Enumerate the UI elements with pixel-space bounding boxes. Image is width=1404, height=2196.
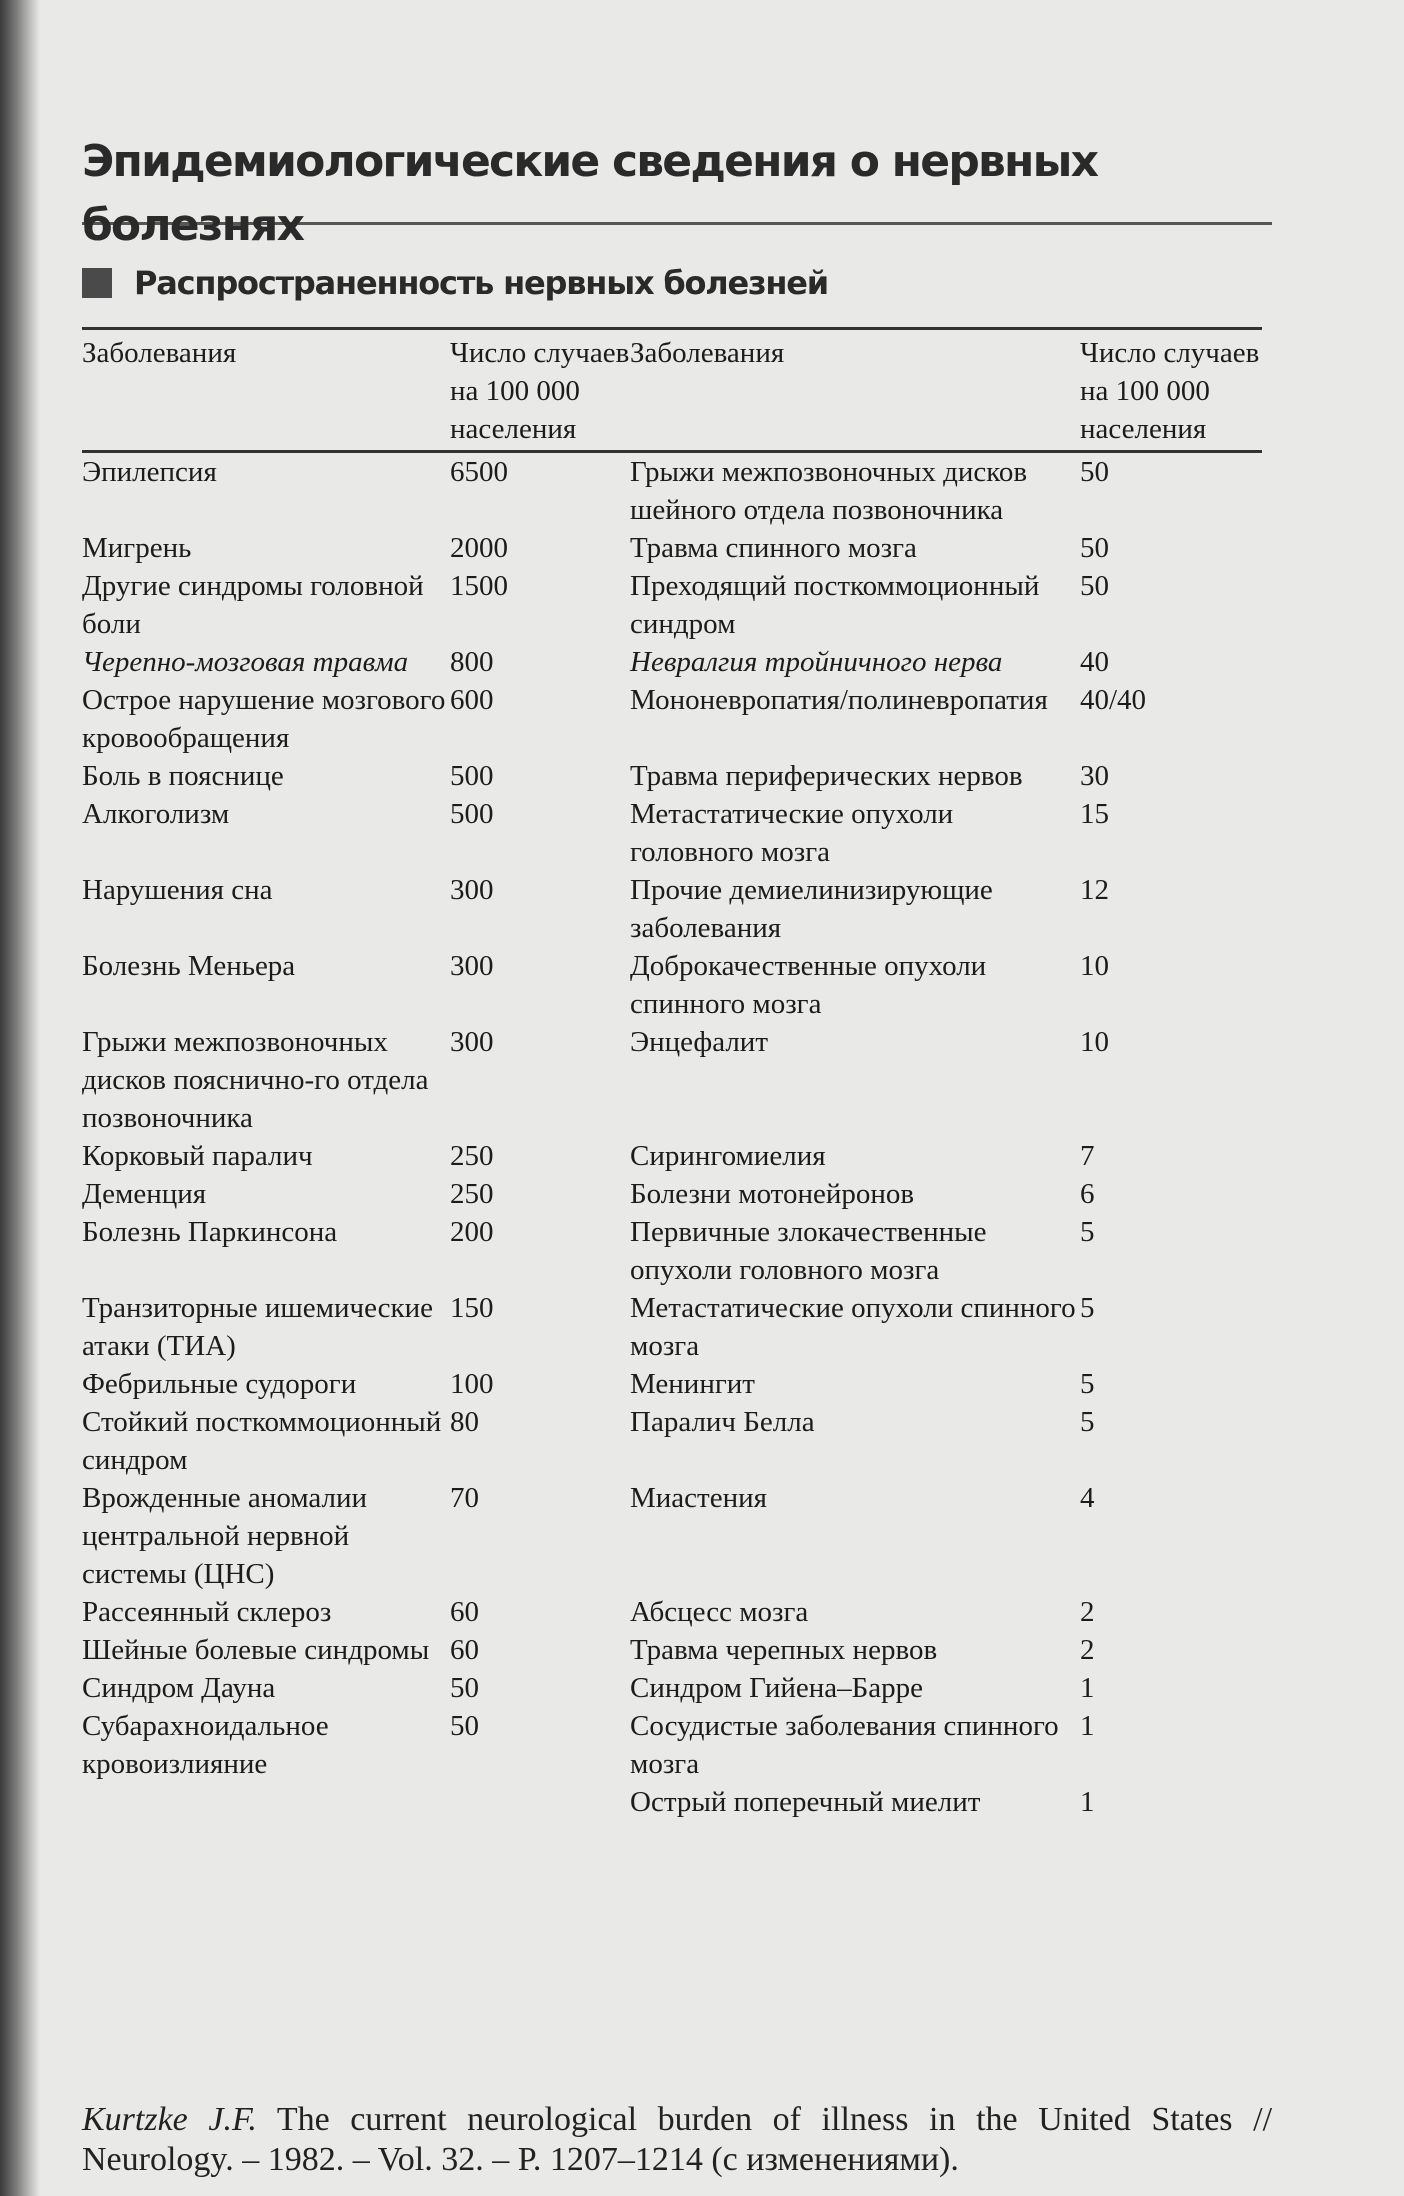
- section-title: Распространенность нервных болезней: [134, 264, 829, 302]
- cell-disease-right: Травма спинного мозга: [630, 532, 917, 564]
- cell-disease-left: Стойкий посткоммоционный синдром: [82, 1406, 442, 1476]
- cell-disease-right: Преходящий посткоммоционный синдром: [630, 570, 1040, 640]
- cell-cases-right: 4: [1080, 1482, 1095, 1514]
- table-row: [82, 1707, 1262, 1783]
- table-row: [82, 1289, 1262, 1365]
- table-row: [82, 1669, 1262, 1707]
- cell-cases-left: 150: [450, 1292, 494, 1324]
- table-row: [82, 1175, 1262, 1213]
- cell-disease-left: Эпилепсия: [82, 456, 217, 488]
- table-row: [82, 947, 1262, 1023]
- citation-author: Kurtzke J.F.: [82, 2101, 257, 2138]
- cell-disease-left: Врожденные аномалии центральной нервной системы (ЦНС): [82, 1482, 368, 1590]
- cell-cases-left: 50: [450, 1672, 479, 1704]
- cell-cases-left: 500: [450, 760, 494, 792]
- table-row: [82, 1631, 1262, 1669]
- cell-cases-left: [450, 1783, 630, 1821]
- cell-cases-right: 1: [1080, 1672, 1095, 1704]
- cell-disease-right: Абсцесс мозга: [630, 1596, 809, 1628]
- cell-disease-left: Боль в пояснице: [82, 760, 284, 792]
- cell-disease-right: Грыжи межпозвоночных дисков шейного отдела позвоночника: [630, 456, 1028, 526]
- cell-cases-left: 250: [450, 1178, 494, 1210]
- cell-disease-left: Синдром Дауна: [82, 1672, 276, 1704]
- cell-cases-left: 200: [450, 1216, 494, 1248]
- citation-text: The current neurological burden of illness in the United States // Neurology. – 1982. – Vol. 32. – P. 1207–1214 (с изменениями).: [82, 2101, 1273, 2178]
- table-row: [82, 1593, 1262, 1631]
- cell-disease-right: Острый поперечный миелит: [630, 1786, 981, 1818]
- cell-disease-left: Субарахноидальное кровоизлияние: [82, 1710, 329, 1780]
- cell-cases-left: 70: [450, 1482, 479, 1514]
- cell-cases-right: 6: [1080, 1178, 1095, 1210]
- cell-cases-right: 15: [1080, 798, 1109, 830]
- table-row: [82, 452, 1262, 530]
- cell-cases-right: 40/40: [1080, 684, 1147, 716]
- cell-disease-right: Синдром Гийена–Барре: [630, 1672, 924, 1704]
- header-disease-right: Заболевания: [630, 329, 1080, 452]
- cell-cases-left: 60: [450, 1634, 479, 1666]
- cell-disease-left: Деменция: [82, 1178, 207, 1210]
- table-row: [82, 529, 1262, 567]
- table-row: [82, 871, 1262, 947]
- cell-disease-left: Рассеянный склероз: [82, 1596, 332, 1628]
- cell-disease-right: Мононевропатия/полиневропатия: [630, 684, 1048, 716]
- cell-cases-left: 300: [450, 1026, 494, 1058]
- cell-cases-right: 1: [1080, 1786, 1095, 1818]
- table-row: [82, 681, 1262, 757]
- table-row: [82, 643, 1262, 681]
- table-row: [82, 757, 1262, 795]
- cell-cases-right: 5: [1080, 1216, 1095, 1248]
- cell-disease-left: [82, 1783, 450, 1821]
- cell-disease-right: Энцефалит: [630, 1026, 768, 1058]
- cell-disease-left: Болезнь Паркинсона: [82, 1216, 338, 1248]
- header-disease-left: Заболевания: [82, 329, 450, 452]
- cell-cases-left: 250: [450, 1140, 494, 1172]
- cell-cases-right: 40: [1080, 646, 1109, 678]
- cell-disease-right: Прочие демиелинизирующие заболевания: [630, 874, 993, 944]
- cell-disease-left: Шейные болевые синдромы: [82, 1634, 430, 1666]
- cell-disease-right: Сосудистые заболевания спинного мозга: [630, 1710, 1059, 1780]
- cell-cases-right: 5: [1080, 1406, 1095, 1438]
- cell-cases-left: 100: [450, 1368, 494, 1400]
- table-row: [82, 795, 1262, 871]
- cell-disease-right: Невралгия тройничного нерва: [630, 646, 1003, 678]
- cell-cases-left: 300: [450, 874, 494, 906]
- cell-disease-left: Мигрень: [82, 532, 192, 564]
- cell-disease-right: Метастатические опухоли головного мозга: [630, 798, 954, 868]
- cell-disease-right: Менингит: [630, 1368, 755, 1400]
- cell-cases-left: 300: [450, 950, 494, 982]
- cell-cases-left: 80: [450, 1406, 479, 1438]
- cell-disease-left: Болезнь Меньера: [82, 950, 296, 982]
- table-row: [82, 1023, 1262, 1137]
- cell-cases-left: 6500: [450, 456, 508, 488]
- citation: [82, 2100, 1272, 2180]
- header-cases-right: Число случаев на 100 000 населения: [1080, 329, 1262, 452]
- cell-cases-left: 1500: [450, 570, 508, 602]
- cell-disease-left: Транзиторные ишемические атаки (ТИА): [82, 1292, 434, 1362]
- cell-cases-right: 30: [1080, 760, 1109, 792]
- table-row: [82, 1137, 1262, 1175]
- cell-cases-right: 10: [1080, 950, 1109, 982]
- cell-cases-right: 5: [1080, 1368, 1095, 1400]
- cell-disease-left: Корковый паралич: [82, 1140, 313, 1172]
- cell-cases-right: 50: [1080, 570, 1109, 602]
- cell-cases-left: 600: [450, 684, 494, 716]
- cell-disease-right: Сирингомиелия: [630, 1140, 826, 1172]
- cell-disease-left: Алкоголизм: [82, 798, 230, 830]
- cell-cases-left: 60: [450, 1596, 479, 1628]
- table-row: [82, 1479, 1262, 1593]
- cell-disease-left: Грыжи межпозвоночных дисков пояснично-го отдела позвоночника: [82, 1026, 429, 1134]
- table-header-row: [82, 329, 1262, 452]
- table-row: [82, 1403, 1262, 1479]
- cell-disease-left: Фебрильные судороги: [82, 1368, 357, 1400]
- cell-cases-right: 2: [1080, 1634, 1095, 1666]
- cell-cases-right: 12: [1080, 874, 1109, 906]
- table-row: [82, 1783, 1262, 1821]
- cell-disease-right: Миастения: [630, 1482, 767, 1514]
- table-body: [82, 452, 1262, 1822]
- cell-disease-left: Острое нарушение мозгового кровообращения: [82, 684, 446, 754]
- cell-disease-right: Болезни мотонейронов: [630, 1178, 915, 1210]
- cell-cases-right: 50: [1080, 532, 1109, 564]
- cell-disease-left: Другие синдромы головной боли: [82, 570, 424, 640]
- cell-disease-left: Нарушения сна: [82, 874, 273, 906]
- cell-cases-right: 7: [1080, 1140, 1095, 1172]
- cell-cases-left: 500: [450, 798, 494, 830]
- cell-cases-right: 5: [1080, 1292, 1095, 1324]
- section-marker-icon: [82, 268, 112, 298]
- cell-cases-right: 1: [1080, 1710, 1095, 1742]
- cell-disease-right: Доброкачественные опухоли спинного мозга: [630, 950, 987, 1020]
- page-content: [82, 120, 1272, 1821]
- cell-cases-left: 50: [450, 1710, 479, 1742]
- page-edge-shadow: [0, 0, 40, 2196]
- cell-disease-right: Первичные злокачественные опухоли головного мозга: [630, 1216, 987, 1286]
- cell-disease-left: Черепно-мозговая травма: [82, 646, 409, 678]
- cell-cases-right: 10: [1080, 1026, 1109, 1058]
- section-heading: [82, 261, 1272, 305]
- cell-disease-right: Травма черепных нервов: [630, 1634, 938, 1666]
- page-title: Эпидемиологические сведения о нервных болезнях: [82, 136, 1098, 251]
- table-row: [82, 1365, 1262, 1403]
- cell-disease-right: Паралич Белла: [630, 1406, 815, 1438]
- cell-cases-right: 50: [1080, 456, 1109, 488]
- cell-disease-right: Метастатические опухоли спинного мозга: [630, 1292, 1076, 1362]
- cell-cases-left: 2000: [450, 532, 508, 564]
- table-row: [82, 1213, 1262, 1289]
- prevalence-table: [82, 327, 1262, 1821]
- cell-disease-right: Травма периферических нервов: [630, 760, 1023, 792]
- header-cases-left: Число случаев на 100 000 населения: [450, 329, 630, 452]
- cell-cases-left: 800: [450, 646, 494, 678]
- table-row: [82, 567, 1262, 643]
- cell-cases-right: 2: [1080, 1596, 1095, 1628]
